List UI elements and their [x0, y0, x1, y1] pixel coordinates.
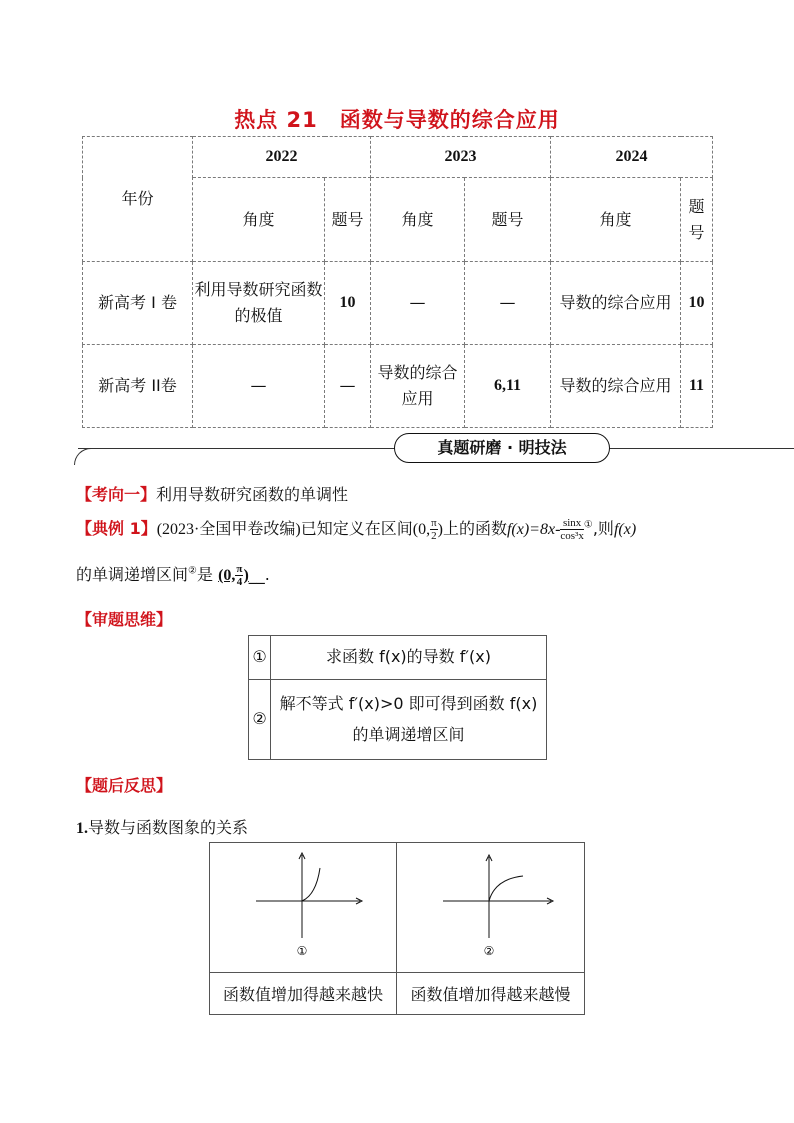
interval-den: 2 — [431, 530, 437, 542]
year-2023: 2023 — [371, 137, 551, 178]
graph-cell — [397, 843, 585, 973]
example-source: (2023·全国甲卷改编) — [156, 521, 301, 538]
example-line2-text: 的单调递增区间 — [76, 565, 189, 584]
graph-caption: 函数值增加得越来越快 — [210, 973, 397, 1015]
cell-angle: 导数的综合应用 — [551, 345, 681, 428]
cell-number: 11 — [681, 345, 713, 428]
direction-text: 利用导数研究函数的单调性 — [156, 485, 349, 504]
direction-line — [76, 482, 348, 505]
year-header: 年份 — [83, 137, 193, 262]
cell-angle: — — [371, 262, 465, 345]
step-mark: ② — [249, 680, 271, 760]
interval-num: π — [431, 516, 437, 529]
cell-angle: 利用导数研究函数的极值 — [193, 262, 325, 345]
answer-den: 4 — [236, 576, 243, 588]
row-label: 新高考 II卷 — [83, 345, 193, 428]
answer-open: (0, — [218, 567, 236, 584]
frac-den: cos³x — [560, 530, 584, 542]
graph-label: ② — [483, 944, 495, 958]
reflection-tag: 【题后反思】 — [76, 776, 173, 795]
sin-cos-fraction — [560, 517, 583, 542]
point-text: 导数与函数图象的关系 — [88, 818, 249, 837]
step-text-line: 的单调递增区间 — [352, 724, 465, 744]
function-expression: f(x)=8x- — [506, 521, 561, 538]
mark-1: ① — [583, 519, 593, 531]
exam-table — [82, 136, 713, 428]
cell-angle: 导数的综合应用 — [371, 345, 465, 428]
answer-num: π — [236, 562, 243, 575]
graph-label: ① — [296, 944, 308, 958]
point-number: 1. — [76, 820, 88, 837]
mark-2: ② — [188, 565, 197, 577]
example-text-mid: 上的函数 — [442, 519, 507, 538]
example-line-2 — [76, 562, 270, 588]
example-tag: 【典例 1】 — [76, 519, 157, 538]
step-text — [271, 680, 547, 760]
table-row — [249, 680, 547, 760]
cell-number: — — [325, 345, 371, 428]
cell-number: 10 — [681, 262, 713, 345]
example-then: ,则 — [592, 519, 614, 538]
row-label: 新高考 I 卷 — [83, 262, 193, 345]
interval-open: (0, — [412, 521, 431, 538]
section-banner: 真题研磨 · 明技法 — [394, 433, 610, 463]
function-name: f(x) — [613, 521, 637, 538]
angle-header: 角度 — [371, 178, 465, 262]
cell-angle: 导数的综合应用 — [551, 262, 681, 345]
thinking-tag: 【审题思维】 — [76, 610, 173, 629]
direction-tag: 【考向一】 — [76, 485, 157, 504]
table-row — [83, 262, 713, 345]
cell-number: — — [465, 262, 551, 345]
graph-cell — [210, 843, 397, 973]
interval-fraction — [430, 517, 438, 542]
graph-caption: 函数值增加得越来越慢 — [397, 973, 585, 1015]
thinking-heading — [76, 607, 172, 630]
step-text: 求函数 f(x)的导数 f′(x) — [271, 636, 547, 680]
point-1 — [76, 815, 248, 838]
graph-slow-growth — [397, 843, 585, 968]
angle-header: 角度 — [193, 178, 325, 262]
year-2022: 2022 — [193, 137, 371, 178]
answer — [218, 562, 249, 588]
frac-num: sinx — [560, 517, 583, 530]
thinking-table — [248, 635, 547, 760]
cell-angle: — — [193, 345, 325, 428]
example-line-1 — [76, 516, 636, 542]
page-title: 热点 21 函数与导数的综合应用 — [234, 108, 560, 132]
reflection-heading — [76, 773, 172, 796]
divider-curve — [74, 448, 93, 465]
answer-close: ) — [243, 567, 249, 584]
number-header: 题号 — [325, 178, 371, 262]
number-header: 题号 — [465, 178, 551, 262]
graph-table — [209, 842, 585, 1015]
angle-header: 角度 — [551, 178, 681, 262]
example-is: 是 — [196, 565, 213, 584]
example-text: 已知定义在区间 — [300, 519, 413, 538]
interval-close: ) — [437, 521, 443, 538]
graph-fast-growth — [210, 843, 397, 968]
number-header: 题号 — [681, 178, 713, 262]
step-mark: ① — [249, 636, 271, 680]
cell-number: 10 — [325, 262, 371, 345]
cell-number: 6,11 — [465, 345, 551, 428]
year-2024: 2024 — [551, 137, 713, 178]
table-row — [83, 345, 713, 428]
table-row — [249, 636, 547, 680]
step-text-line: 解不等式 f′(x)>0 即可得到函数 f(x) — [279, 694, 538, 714]
answer-tail: __. — [248, 565, 270, 584]
